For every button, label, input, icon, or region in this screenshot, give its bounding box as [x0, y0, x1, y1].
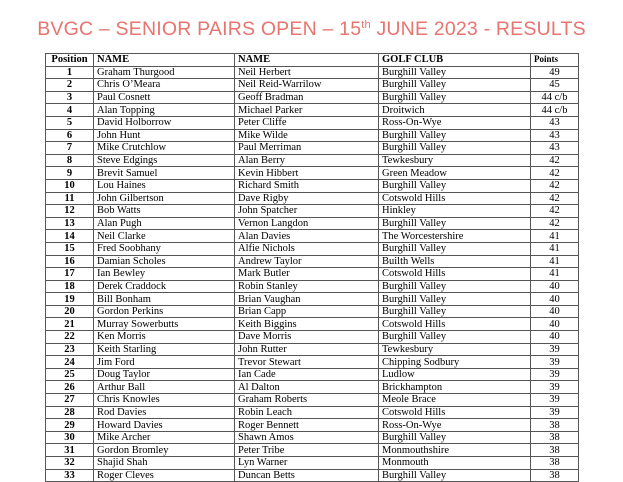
cell-name-1: Doug Taylor [94, 368, 235, 381]
cell-position: 11 [46, 192, 94, 205]
header-position: Position [46, 54, 94, 67]
cell-name-2: Neil Herbert [235, 66, 379, 79]
cell-points: 38 [531, 469, 579, 482]
cell-position: 28 [46, 406, 94, 419]
cell-golf-club: Burghill Valley [379, 242, 531, 255]
cell-position: 27 [46, 394, 94, 407]
table-row [46, 343, 579, 356]
cell-points: 40 [531, 305, 579, 318]
cell-position: 31 [46, 444, 94, 457]
cell-points: 41 [531, 268, 579, 281]
cell-position: 12 [46, 205, 94, 218]
table-row [46, 66, 579, 79]
cell-name-1: Alan Topping [94, 104, 235, 117]
cell-position: 13 [46, 217, 94, 230]
cell-name-1: Murray Sowerbutts [94, 318, 235, 331]
cell-points: 39 [531, 368, 579, 381]
table-row [46, 255, 579, 268]
cell-golf-club: Burghill Valley [379, 179, 531, 192]
cell-position: 8 [46, 154, 94, 167]
table-row [46, 406, 579, 419]
cell-golf-club: The Worcestershire [379, 230, 531, 243]
cell-name-1: Neil Clarke [94, 230, 235, 243]
cell-name-1: Jim Ford [94, 356, 235, 369]
cell-name-2: Vernon Langdon [235, 217, 379, 230]
table-row [46, 230, 579, 243]
cell-golf-club: Burghill Valley [379, 293, 531, 306]
cell-position: 14 [46, 230, 94, 243]
cell-points: 38 [531, 444, 579, 457]
cell-golf-club: Green Meadow [379, 167, 531, 180]
table-row [46, 368, 579, 381]
cell-golf-club: Burghill Valley [379, 129, 531, 142]
cell-name-1: Fred Soobhany [94, 242, 235, 255]
cell-position: 21 [46, 318, 94, 331]
cell-golf-club: Droitwich [379, 104, 531, 117]
cell-position: 5 [46, 116, 94, 129]
cell-golf-club: Cotswold Hills [379, 318, 531, 331]
cell-name-1: Mike Crutchlow [94, 142, 235, 155]
cell-position: 30 [46, 431, 94, 444]
cell-golf-club: Tewkesbury [379, 154, 531, 167]
table-row [46, 217, 579, 230]
cell-name-2: Ian Cade [235, 368, 379, 381]
cell-position: 24 [46, 356, 94, 369]
cell-points: 39 [531, 394, 579, 407]
cell-points: 44 c/b [531, 91, 579, 104]
cell-name-1: Chris Knowles [94, 394, 235, 407]
cell-name-2: Peter Tribe [235, 444, 379, 457]
cell-name-1: Lou Haines [94, 179, 235, 192]
cell-name-2: Graham Roberts [235, 394, 379, 407]
cell-position: 32 [46, 457, 94, 470]
cell-name-2: Dave Morris [235, 331, 379, 344]
cell-name-2: Roger Bennett [235, 419, 379, 432]
cell-points: 42 [531, 192, 579, 205]
cell-points: 43 [531, 142, 579, 155]
cell-name-1: Graham Thurgood [94, 66, 235, 79]
table-row [46, 192, 579, 205]
cell-golf-club: Brickhampton [379, 381, 531, 394]
cell-points: 42 [531, 217, 579, 230]
cell-golf-club: Burghill Valley [379, 469, 531, 482]
cell-points: 43 [531, 116, 579, 129]
cell-name-2: Michael Parker [235, 104, 379, 117]
results-table [45, 53, 579, 482]
cell-name-1: Derek Craddock [94, 280, 235, 293]
table-row [46, 331, 579, 344]
cell-position: 29 [46, 419, 94, 432]
cell-golf-club: Burghill Valley [379, 142, 531, 155]
cell-name-2: Peter Cliffe [235, 116, 379, 129]
table-row [46, 167, 579, 180]
cell-position: 33 [46, 469, 94, 482]
cell-name-1: Bill Bonham [94, 293, 235, 306]
cell-points: 42 [531, 167, 579, 180]
cell-position: 9 [46, 167, 94, 180]
cell-position: 17 [46, 268, 94, 281]
cell-points: 41 [531, 255, 579, 268]
cell-golf-club: Chipping Sodbury [379, 356, 531, 369]
cell-points: 40 [531, 331, 579, 344]
cell-golf-club: Burghill Valley [379, 79, 531, 92]
cell-name-2: Shawn Amos [235, 431, 379, 444]
header-row [46, 54, 579, 67]
table-row [46, 242, 579, 255]
cell-name-2: Mike Wilde [235, 129, 379, 142]
cell-golf-club: Burghill Valley [379, 280, 531, 293]
table-row [46, 205, 579, 218]
cell-position: 15 [46, 242, 94, 255]
cell-points: 38 [531, 431, 579, 444]
cell-position: 22 [46, 331, 94, 344]
cell-golf-club: Tewkesbury [379, 343, 531, 356]
table-row [46, 444, 579, 457]
title-ordinal-suffix: th [361, 19, 371, 31]
header-golf-club: GOLF CLUB [379, 54, 531, 67]
cell-name-2: Neil Reid-Warrilow [235, 79, 379, 92]
cell-name-2: Robin Stanley [235, 280, 379, 293]
cell-name-1: Keith Starling [94, 343, 235, 356]
cell-name-1: Damian Scholes [94, 255, 235, 268]
table-row [46, 91, 579, 104]
cell-points: 42 [531, 154, 579, 167]
cell-name-1: Ken Morris [94, 331, 235, 344]
cell-position: 19 [46, 293, 94, 306]
cell-points: 42 [531, 179, 579, 192]
table-row [46, 457, 579, 470]
cell-golf-club: Cotswold Hills [379, 406, 531, 419]
cell-position: 4 [46, 104, 94, 117]
results-body [46, 66, 579, 482]
cell-position: 3 [46, 91, 94, 104]
cell-name-1: Howard Davies [94, 419, 235, 432]
cell-golf-club: Ross-On-Wye [379, 116, 531, 129]
cell-name-1: Roger Cleves [94, 469, 235, 482]
cell-golf-club: Monmouthshire [379, 444, 531, 457]
cell-golf-club: Burghill Valley [379, 305, 531, 318]
table-row [46, 142, 579, 155]
cell-name-1: Steve Edgings [94, 154, 235, 167]
cell-points: 44 c/b [531, 104, 579, 117]
cell-golf-club: Cotswold Hills [379, 268, 531, 281]
cell-name-1: Bob Watts [94, 205, 235, 218]
cell-name-1: Paul Cosnett [94, 91, 235, 104]
cell-golf-club: Meole Brace [379, 394, 531, 407]
title-main: BVGC – SENIOR PAIRS OPEN – 15 [37, 18, 362, 40]
cell-golf-club: Monmouth [379, 457, 531, 470]
cell-name-1: Gordon Bromley [94, 444, 235, 457]
cell-points: 39 [531, 343, 579, 356]
cell-position: 20 [46, 305, 94, 318]
cell-name-1: Arthur Ball [94, 381, 235, 394]
cell-position: 1 [46, 66, 94, 79]
cell-position: 16 [46, 255, 94, 268]
cell-points: 41 [531, 230, 579, 243]
table-row [46, 419, 579, 432]
cell-position: 10 [46, 179, 94, 192]
cell-name-2: John Spatcher [235, 205, 379, 218]
table-row [46, 305, 579, 318]
cell-name-2: Brian Capp [235, 305, 379, 318]
table-row [46, 280, 579, 293]
header-points: Points [531, 54, 579, 67]
cell-name-2: Richard Smith [235, 179, 379, 192]
cell-golf-club: Burghill Valley [379, 91, 531, 104]
cell-name-2: Alan Berry [235, 154, 379, 167]
cell-points: 45 [531, 79, 579, 92]
header-name-1: NAME [94, 54, 235, 67]
cell-name-2: Robin Leach [235, 406, 379, 419]
cell-name-1: Brevit Samuel [94, 167, 235, 180]
cell-name-2: Alan Davies [235, 230, 379, 243]
cell-golf-club: Cotswold Hills [379, 192, 531, 205]
cell-position: 2 [46, 79, 94, 92]
cell-points: 42 [531, 205, 579, 218]
cell-position: 18 [46, 280, 94, 293]
cell-points: 38 [531, 419, 579, 432]
table-row [46, 154, 579, 167]
cell-name-1: Gordon Perkins [94, 305, 235, 318]
table-row [46, 356, 579, 369]
cell-name-2: Paul Merriman [235, 142, 379, 155]
cell-name-1: David Holborrow [94, 116, 235, 129]
cell-name-2: Lyn Warner [235, 457, 379, 470]
page-title [0, 18, 623, 40]
cell-golf-club: Ross-On-Wye [379, 419, 531, 432]
cell-name-2: Mark Butler [235, 268, 379, 281]
cell-points: 40 [531, 280, 579, 293]
table-row [46, 318, 579, 331]
table-row [46, 116, 579, 129]
cell-name-2: Trevor Stewart [235, 356, 379, 369]
cell-points: 40 [531, 293, 579, 306]
cell-name-1: Rod Davies [94, 406, 235, 419]
table-row [46, 394, 579, 407]
cell-golf-club: Hinkley [379, 205, 531, 218]
cell-name-2: John Rutter [235, 343, 379, 356]
cell-points: 40 [531, 318, 579, 331]
cell-name-1: John Hunt [94, 129, 235, 142]
cell-position: 25 [46, 368, 94, 381]
cell-name-2: Alfie Nichols [235, 242, 379, 255]
table-row [46, 381, 579, 394]
table-row [46, 79, 579, 92]
cell-name-2: Andrew Taylor [235, 255, 379, 268]
cell-name-1: Chris O’Meara [94, 79, 235, 92]
cell-name-2: Keith Biggins [235, 318, 379, 331]
cell-name-2: Brian Vaughan [235, 293, 379, 306]
cell-name-1: Alan Pugh [94, 217, 235, 230]
table-row [46, 104, 579, 117]
cell-golf-club: Burghill Valley [379, 217, 531, 230]
cell-position: 26 [46, 381, 94, 394]
cell-name-1: Shajid Shah [94, 457, 235, 470]
cell-points: 39 [531, 406, 579, 419]
cell-name-1: John Gilbertson [94, 192, 235, 205]
title-rest: JUNE 2023 - RESULTS [370, 18, 586, 40]
cell-golf-club: Burghill Valley [379, 431, 531, 444]
cell-name-1: Ian Bewley [94, 268, 235, 281]
cell-golf-club: Burghill Valley [379, 66, 531, 79]
cell-points: 41 [531, 242, 579, 255]
cell-golf-club: Ludlow [379, 368, 531, 381]
table-row [46, 268, 579, 281]
header-name-2: NAME [235, 54, 379, 67]
cell-name-2: Al Dalton [235, 381, 379, 394]
table-row [46, 431, 579, 444]
cell-points: 39 [531, 381, 579, 394]
cell-name-2: Duncan Betts [235, 469, 379, 482]
cell-position: 23 [46, 343, 94, 356]
cell-name-1: Mike Archer [94, 431, 235, 444]
table-row [46, 293, 579, 306]
cell-golf-club: Burghill Valley [379, 331, 531, 344]
cell-points: 43 [531, 129, 579, 142]
cell-name-2: Kevin Hibbert [235, 167, 379, 180]
cell-position: 7 [46, 142, 94, 155]
table-row [46, 129, 579, 142]
cell-position: 6 [46, 129, 94, 142]
cell-name-2: Geoff Bradman [235, 91, 379, 104]
cell-name-2: Dave Rigby [235, 192, 379, 205]
cell-points: 38 [531, 457, 579, 470]
cell-points: 39 [531, 356, 579, 369]
cell-golf-club: Builth Wells [379, 255, 531, 268]
cell-points: 49 [531, 66, 579, 79]
table-row [46, 179, 579, 192]
